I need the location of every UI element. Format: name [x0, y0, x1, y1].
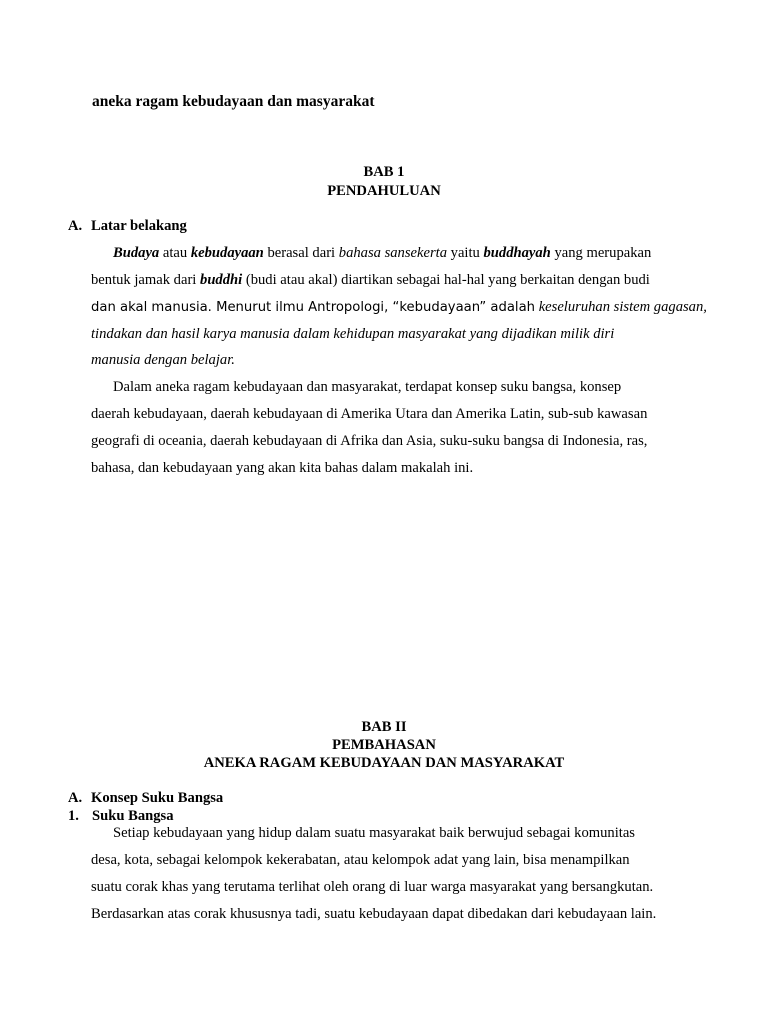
paragraph-line [113, 245, 651, 262]
paragraph-line [91, 272, 650, 289]
subsection-heading-text: Suku Bangsa [92, 808, 174, 824]
section-marker: A. [68, 218, 83, 234]
subsection-marker: 1. [68, 808, 79, 824]
text-run: atau [159, 245, 191, 261]
paragraph-line: Berdasarkan atas corak khususnya tadi, suatu kebudayaan dapat dibedakan dari kebudayaan lain. [91, 906, 657, 922]
paragraph-line: daerah kebudayaan, daerah kebudayaan di Amerika Utara dan Amerika Latin, sub-sub kawasan [91, 406, 648, 422]
text-run: (budi atau akal) diartikan sebagai hal-hal yang berkaitan dengan budi [242, 272, 650, 288]
bab2-number: BAB II [361, 719, 407, 735]
paragraph-line: desa, kota, sebagai kelompok kekerabatan, atau kelompok adat yang lain, bisa menampilkan [91, 852, 630, 868]
bab1-title: PENDAHULUAN [327, 183, 441, 199]
paragraph-line: manusia dengan belajar. [91, 352, 235, 368]
paragraph-line: geografi di oceania, daerah kebudayaan di Afrika dan Asia, suku-suku bangsa di Indonesia, ras, [91, 433, 648, 449]
bab2-title: PEMBAHASAN [332, 737, 436, 753]
paragraph-line: Setiap kebudayaan yang hidup dalam suatu masyarakat baik berwujud sebagai komunitas [113, 825, 635, 841]
paragraph-line: tindakan dan hasil karya manusia dalam kehidupan masyarakat yang dijadikan milik diri [91, 326, 615, 342]
text-run: berasal dari [263, 245, 339, 261]
text-run: bentuk jamak dari [91, 272, 201, 288]
subsection-heading-suku-bangsa [68, 808, 174, 825]
text-run: dan akal manusia. Menurut ilmu Antropologi, “kebudayaan” adalah [91, 300, 536, 315]
text-run: yang merupakan [550, 245, 652, 261]
document-title: aneka ragam kebudayaan dan masyarakat [92, 93, 375, 110]
section-marker: A. [68, 790, 83, 806]
term-bahasa-sansekerta: bahasa sansekerta [338, 245, 447, 261]
bab1-number: BAB 1 [363, 164, 405, 180]
definition-italic: keseluruhan sistem gagasan, [535, 299, 707, 315]
paragraph-line: Dalam aneka ragam kebudayaan dan masyarakat, terdapat konsep suku bangsa, konsep [113, 379, 622, 395]
term-kebudayaan: kebudayaan [190, 245, 264, 261]
paragraph-line: bahasa, dan kebudayaan yang akan kita bahas dalam makalah ini. [91, 460, 474, 476]
section-heading-text: Konsep Suku Bangsa [91, 790, 224, 806]
section-heading-text: Latar belakang [91, 218, 187, 234]
section-heading-konsep-suku-bangsa [68, 790, 223, 807]
term-buddhi: buddhi [200, 272, 243, 288]
paragraph-line [91, 299, 707, 316]
term-budaya: Budaya [113, 245, 160, 261]
section-heading-latar-belakang [68, 218, 187, 235]
paragraph-line: suatu corak khas yang terutama terlihat oleh orang di luar warga masyarakat yang bersangkutan. [91, 879, 654, 895]
text-run: yaitu [447, 245, 484, 261]
term-buddhayah: buddhayah [483, 245, 551, 261]
bab2-subtitle: ANEKA RAGAM KEBUDAYAAN DAN MASYARAKAT [203, 755, 565, 771]
